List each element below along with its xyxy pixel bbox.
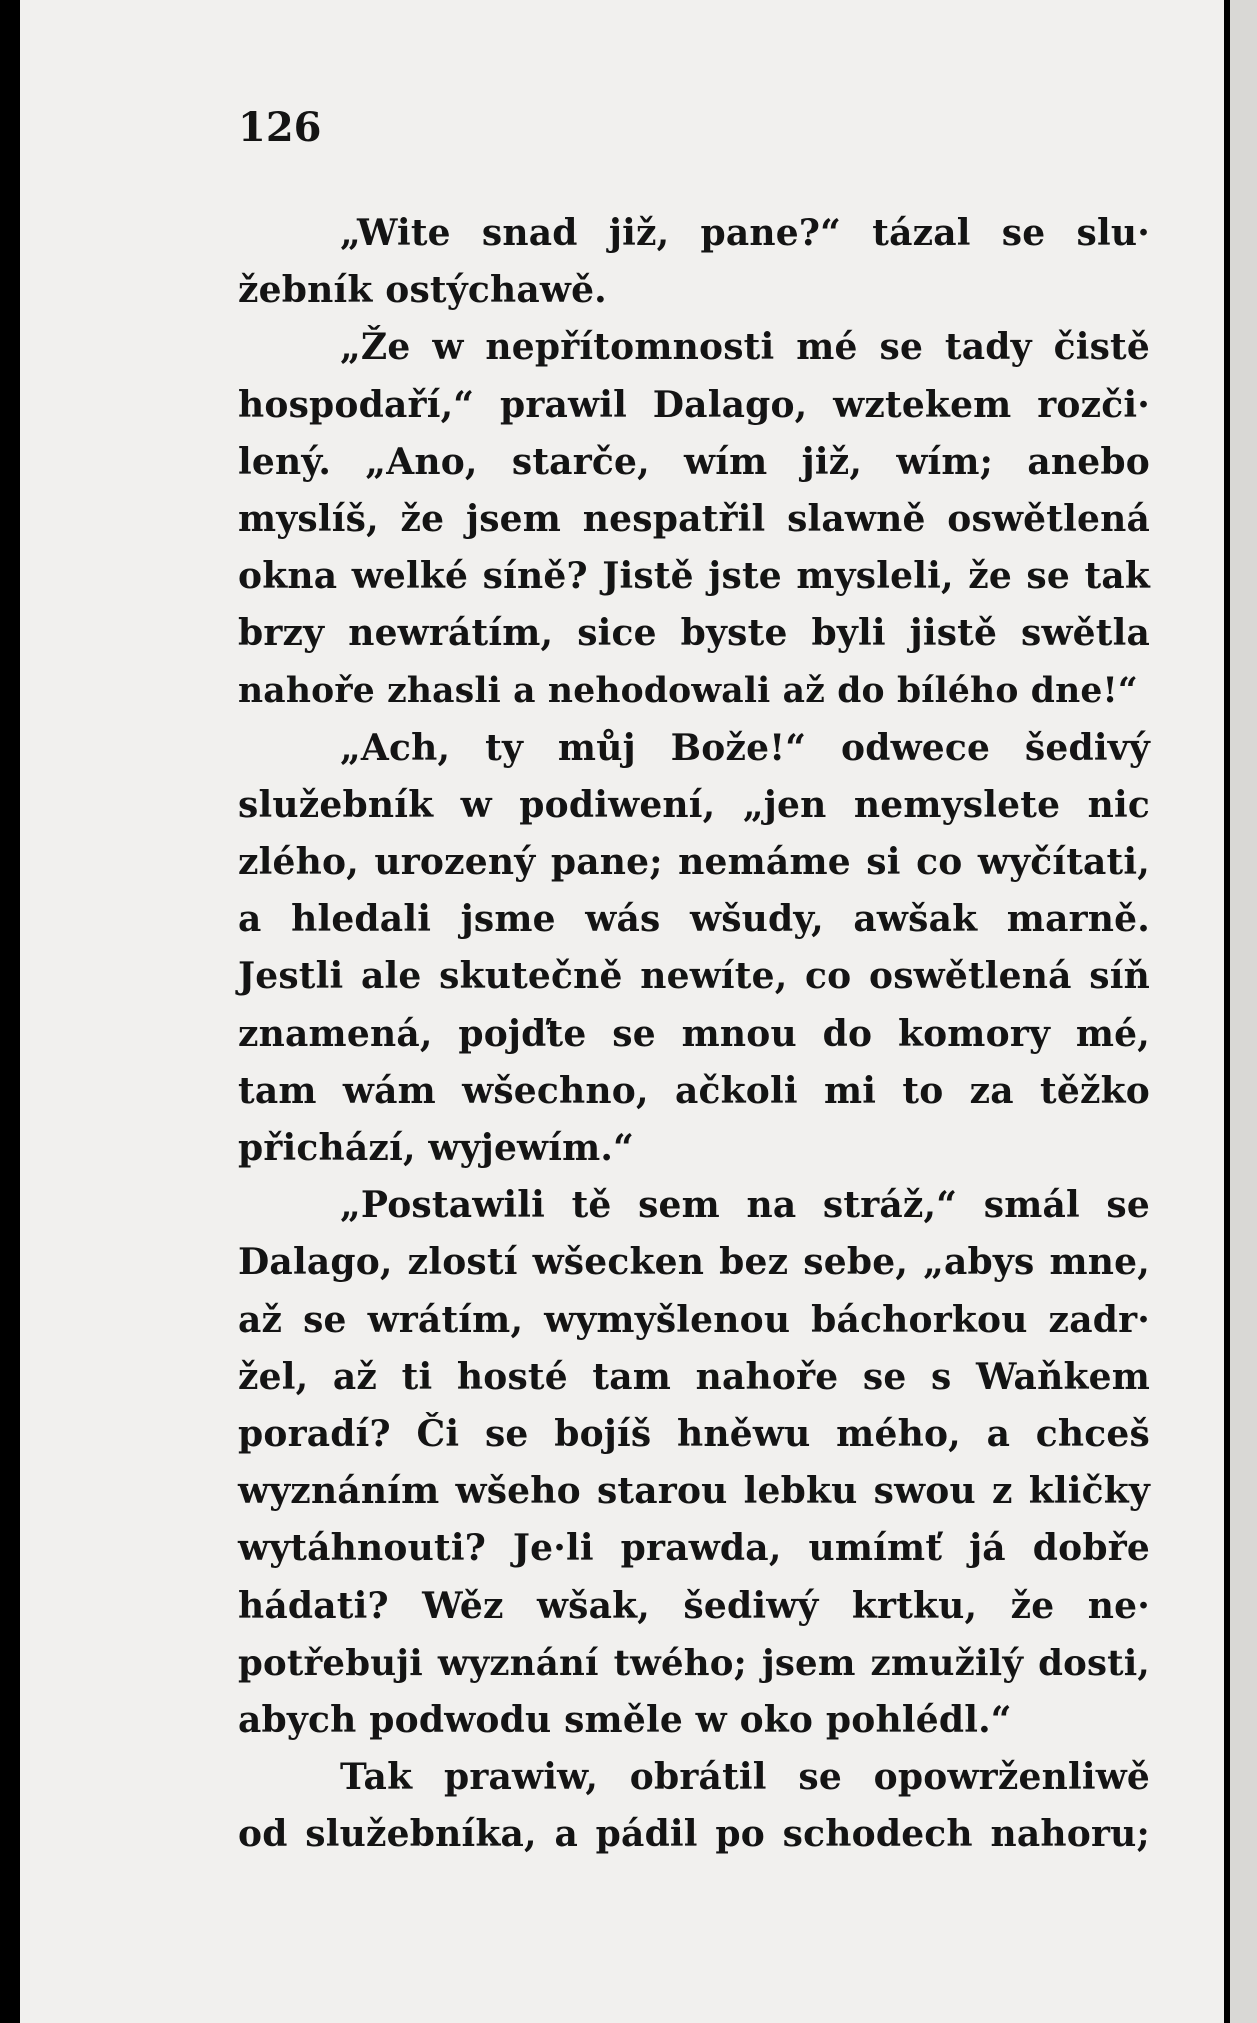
text-line: hospodaří,“ prawil Dalago, wztekem rozči· [238,383,1150,426]
text-line: zlého, urozený pane; nemáme si co wyčítati, [238,841,1150,884]
text-line: potřebuji wyznání twého; jsem zmužilý dosti, [238,1642,1150,1684]
text-line: služebník w podiwení, „jen nemyslete nic [238,783,1150,826]
text-line: přichází, wyjewím.“ [238,1127,635,1169]
text-line: poradí? Či se bojíš hněwu mého, a chceš [238,1412,1150,1455]
text-line: abych podwodu směle w oko pohlédl.“ [238,1698,1012,1741]
text-line: myslíš, že jsem nespatřil slawně oswětlená [238,497,1150,540]
text-line: wytáhnouti? Je·li prawda, umímť já dobře [238,1527,1150,1570]
body-text [238,205,1150,1863]
text-line: „Wite snad již, pane?“ tázal se slu· [340,212,1150,254]
text-line: „Že w nepřítomnosti mé se tady čistě [340,326,1150,369]
text-line: a hledali jsme wás wšudy, awšak marně. [238,898,1150,941]
text-line: wyznáním wšeho starou lebku swou z kličky [238,1470,1150,1513]
text-line: tam wám wšechno, ačkoli mi to za těžko [238,1069,1150,1112]
text-line: od služebníka, a pádil po schodech nahoru; [238,1813,1150,1856]
text-line: lený. „Ano, starče, wím již, wím; anebo [238,440,1150,483]
text-line: až se wrátím, wymyšlenou báchorkou zadr· [238,1298,1150,1341]
text-line: Jestli ale skutečně newíte, co oswětlená síň [238,955,1150,998]
text-line: Tak prawiw, obrátil se opowrženliwě [340,1756,1150,1799]
text-line: žel, až ti hosté tam nahoře se s Waňkem [238,1355,1150,1398]
text-line: nahoře zhasli a nehodowali až do bílého dne!“ [238,670,1138,711]
text-line: Dalago, zlostí wšecken bez sebe, „abys mne, [238,1241,1150,1284]
adjacent-page-edge [1230,0,1257,2023]
text-line: hádati? Wěz wšak, šediwý krtku, že ne· [238,1584,1150,1627]
text-line: „Ach, ty můj Bože!“ odwece šedivý [340,726,1150,769]
page-number: 126 [238,104,322,151]
text-line: žebník ostýchawě. [238,269,607,312]
text-line: znamená, pojďte se mnou do komory mé, [238,1012,1150,1055]
text-line: okna welké síně? Jistě jste mysleli, že se tak [238,555,1150,598]
text-line: „Postawili tě sem na stráž,“ smál se [340,1184,1150,1227]
text-line: brzy newrátím, sice byste byli jistě swětla [238,612,1150,655]
